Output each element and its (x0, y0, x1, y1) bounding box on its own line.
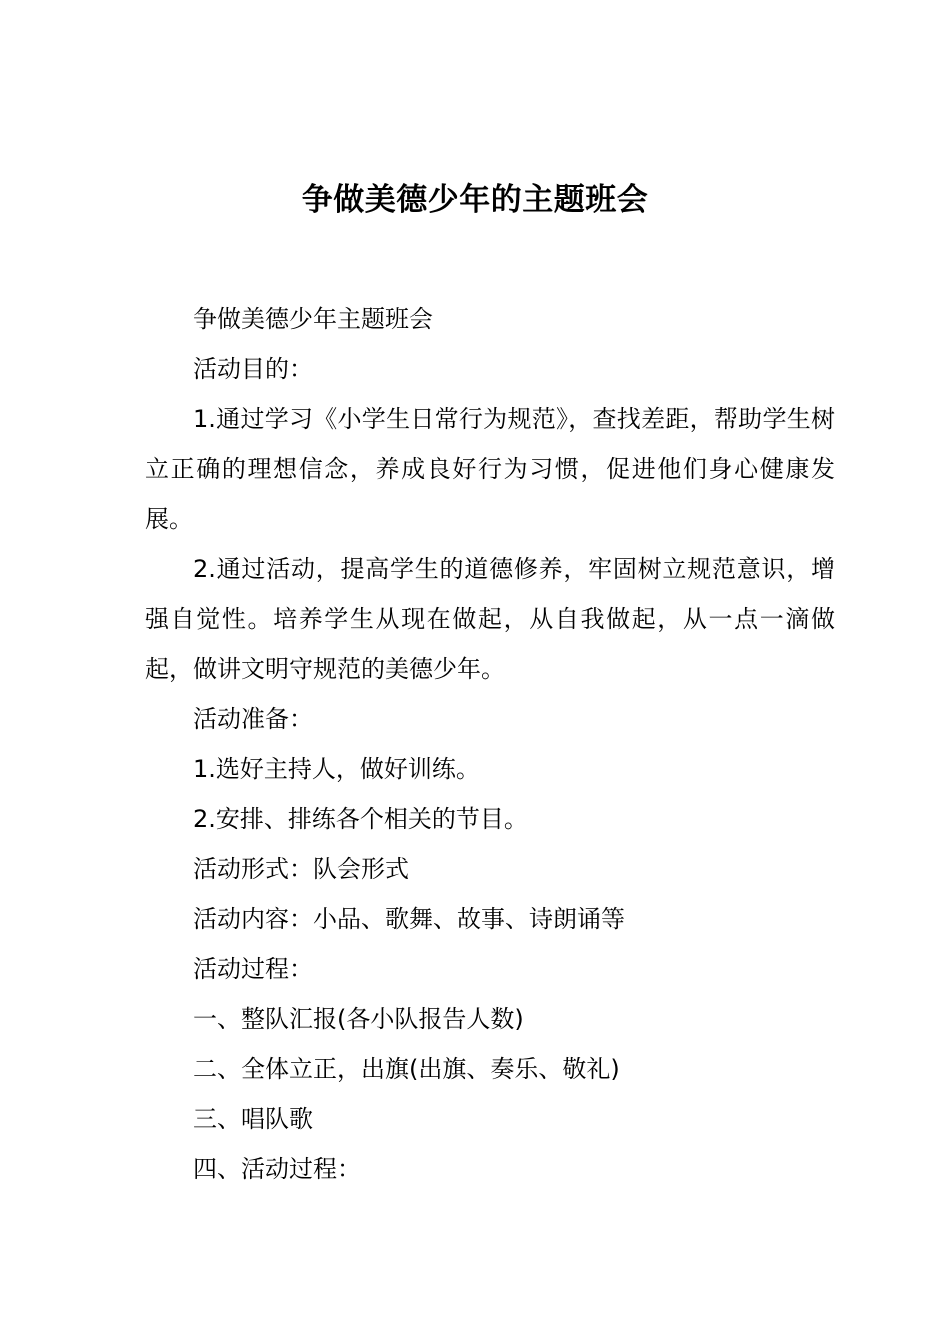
paragraph: 三、唱队歌 (193, 1105, 313, 1133)
paragraph: 1.选好主持人，做好训练。 (193, 755, 480, 783)
paragraph: 争做美德少年主题班会 (193, 305, 433, 333)
paragraph: 1.通过学习《小学生日常行为规范》，查找差距，帮助学生树立正确的理想信念，养成良好行为习惯，促进他们身心健康发展。 (145, 405, 835, 533)
paragraph: 二、全体立正，出旗(出旗、奏乐、敬礼) (193, 1055, 620, 1083)
paragraph: 2.通过活动，提高学生的道德修养，牢固树立规范意识，增强自觉性。培养学生从现在做起，从自我做起，从一点一滴做起，做讲文明守规范的美德少年。 (145, 555, 835, 683)
paragraph: 2.安排、排练各个相关的节目。 (193, 805, 528, 833)
paragraph: 活动过程： (193, 955, 313, 983)
paragraph: 一、整队汇报(各小队报告人数) (193, 1005, 524, 1033)
paragraph: 活动准备： (193, 705, 313, 733)
paragraph: 活动内容：小品、歌舞、故事、诗朗诵等 (193, 905, 625, 933)
document-body (145, 294, 835, 1194)
document-title: 争做美德少年的主题班会 (301, 181, 649, 218)
paragraph: 活动目的： (193, 355, 313, 383)
paragraph: 活动形式：队会形式 (193, 855, 409, 883)
paragraph: 四、活动过程： (193, 1155, 361, 1183)
